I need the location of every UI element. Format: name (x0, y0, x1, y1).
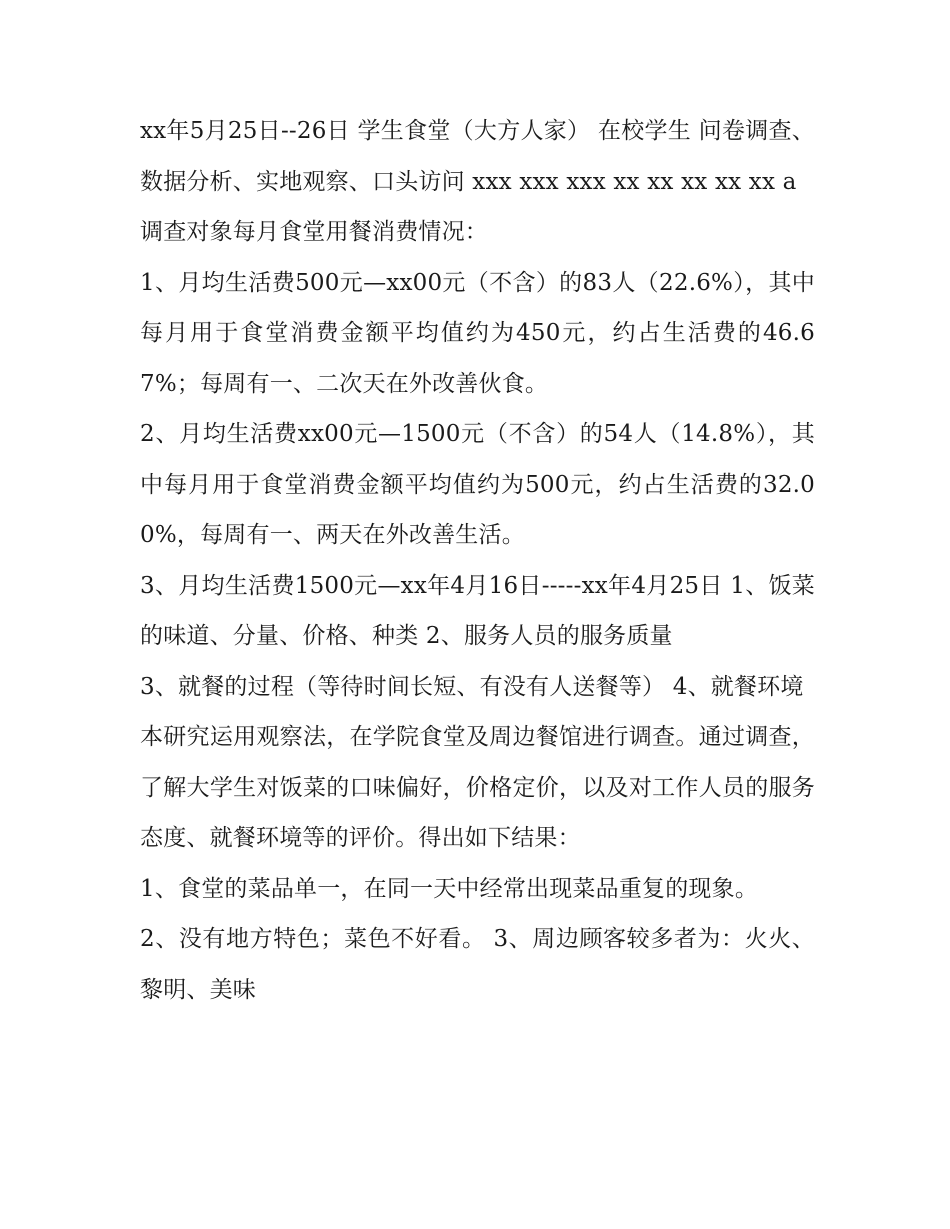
paragraph-dining-process: 3、就餐的过程（等待时间长短、有没有人送餐等） 4、就餐环境 (140, 673, 804, 700)
paragraph-result-2: 2、没有地方特色；菜色不好看。 3、周边顾客较多者为：火火、黎明、美味 (140, 926, 815, 1003)
document-body (140, 106, 815, 1015)
paragraph-consumption-heading: 调查对象每月食堂用餐消费情况： (140, 219, 488, 245)
paragraph-result-1: 1、食堂的菜品单一，在同一天中经常出现菜品重复的现象。 (140, 875, 759, 902)
paragraph-group-2: 2、月均生活费xx00元—1500元（不含）的54人（14.8%），其中每月用于食堂消费金额平均值约为500元，约占生活费的32.00%，每周有一、两天在外改善生活。 (140, 421, 815, 548)
paragraph-group-3: 3、月均生活费1500元—xx年4月16日-----xx年4月25日 1、饭菜的味道、分量、价格、种类 2、服务人员的服务质量 (140, 572, 815, 649)
paragraph-group-1: 1、月均生活费500元—xx00元（不含）的83人（22.6%），其中每月用于食堂消费金额平均值约为450元，约占生活费的46.67%；每周有一、二次天在外改善伙食。 (140, 269, 815, 397)
paragraph-survey-info: xx年5月25日--26日 学生食堂（大方人家） 在校学生 问卷调查、数据分析、实地观察、口头访问 xxx xxx xxx xx xx xx xx xx a (140, 118, 815, 195)
paragraph-method: 本研究运用观察法，在学院食堂及周边餐馆进行调查。通过调查，了解大学生对饭菜的口味偏好，价格定价，以及对工作人员的服务态度、就餐环境等的评价。得出如下结果： (140, 724, 815, 851)
